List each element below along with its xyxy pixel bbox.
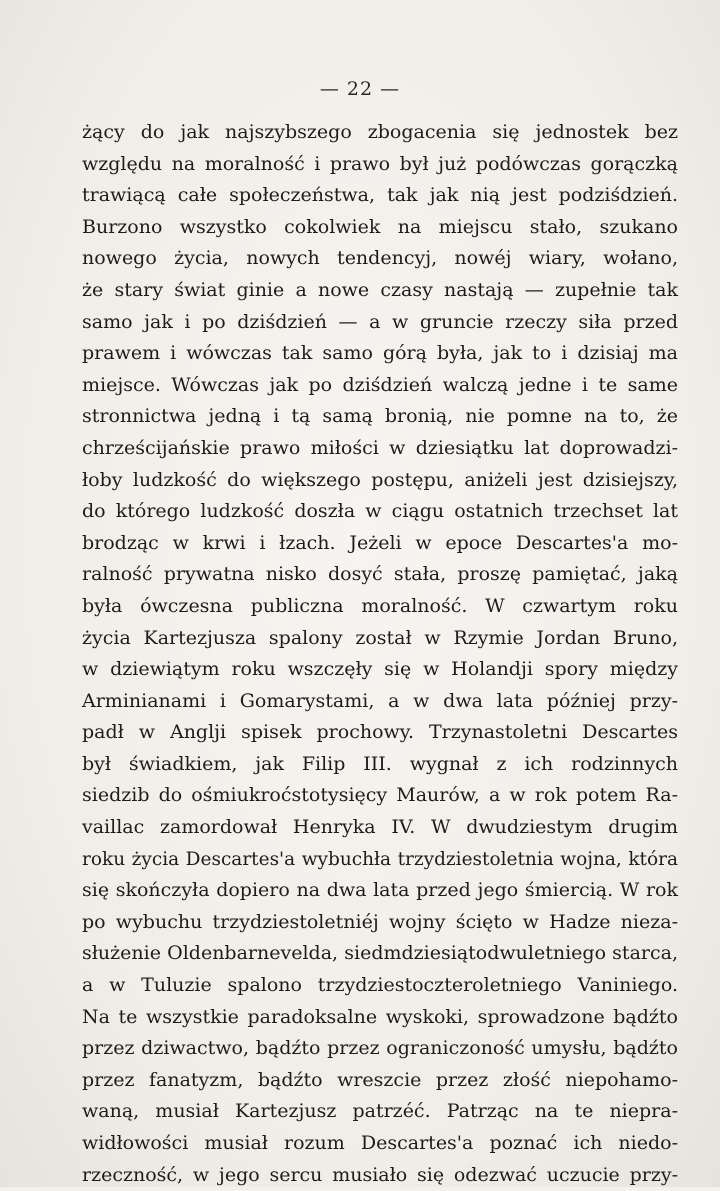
text-line: vaillac zamordował Henryka IV. W dwudziestym drugim: [82, 816, 678, 839]
text-line: nowego życia, nowych tendencyj, nowéj wiary, wołano,: [82, 247, 678, 270]
text-line: przez dziwactwo, bądźto przez ograniczoność umysłu, bądźto: [82, 1037, 678, 1060]
text-line: roku życia Descartes'a wybuchła trzydziestoletnia wojna, która: [82, 848, 678, 870]
text-line: prawem i wówczas tak samo górą była, jak to i dzisiaj ma: [82, 342, 678, 365]
text-line: w dziewiątym roku wszczęły się w Holandji spory między: [82, 658, 678, 681]
text-line: ralność prywatna nisko dosyć stała, proszę pamiętać, jaką: [82, 563, 678, 586]
text-line: widłowości musiał rozum Descartes'a poznać ich niedo-: [82, 1132, 678, 1154]
text-line: padł w Anglji spisek prochowy. Trzynastoletni Descartes: [82, 721, 678, 744]
text-line: rzeczność, w jego sercu musiało się odezwać uczucie przy-: [82, 1163, 678, 1186]
body-text: [82, 117, 678, 1191]
text-line: przez fanatyzm, bądźto wreszcie przez złość niepohamo-: [82, 1068, 678, 1091]
text-line: życia Kartezjusza spalony został w Rzymie Jordan Bruno,: [82, 626, 678, 649]
text-line: waną, musiał Kartezjusz patrzéć. Patrząc na te niepra-: [82, 1100, 678, 1123]
page-number: — 22 —: [319, 78, 401, 100]
text-line: służenie Oldenbarnevelda, siedmdziesiątodwuletniego starca,: [82, 942, 678, 965]
text-line: Burzono wszystko cokolwiek na miejscu stało, szukano: [82, 215, 678, 238]
text-line: chrześcijańskie prawo miłości w dziesiątku lat doprowadzi-: [82, 436, 678, 459]
text-line: łoby ludzkość do większego postępu, aniżeli jest dzisiejszy,: [82, 468, 678, 491]
text-line: brodząc w krwi i łzach. Jeżeli w epoce Descartes'a mo-: [82, 531, 678, 554]
text-line: był świadkiem, jak Filip III. wygnał z ich rodzinnych: [82, 752, 678, 775]
text-line: Arminianami i Gomarystami, a w dwa lata później przy-: [82, 689, 678, 712]
text-line: się skończyła dopiero na dwa lata przed jego śmiercią. W rok: [82, 879, 678, 902]
text-line: żący do jak najszybszego zbogacenia się jednostek bez: [82, 121, 678, 143]
text-line: że stary świat ginie a nowe czasy nastają — zupełnie tak: [82, 278, 678, 301]
text-line: samo jak i po dziśdzień — a w gruncie rzeczy siła przed: [82, 310, 678, 333]
text-line: do którego ludzkość doszła w ciągu ostatnich trzechset lat: [82, 500, 678, 523]
text-line: trawiącą całe społeczeństwa, tak jak nią jest podziśdzień.: [82, 184, 678, 207]
text-line: względu na moralność i prawo był już podówczas gorączką: [82, 152, 678, 175]
text-line: a w Tuluzie spalono trzydziestoczteroletniego Vaniniego.: [82, 974, 678, 997]
text-line: miejsce. Wówczas jak po dziśdzień walczą jedne i te same: [82, 373, 678, 396]
text-line: była ówczesna publiczna moralność. W czwartym roku: [82, 594, 678, 617]
text-line: Na te wszystkie paradoksalne wyskoki, sprowadzone bądźto: [82, 1005, 678, 1028]
text-line: siedzib do ośmiukroćstotysięcy Maurów, a w rok potem Ra-: [82, 784, 678, 807]
text-line: po wybuchu trzydziestoletniéj wojny ścięto w Hadze nieza-: [82, 910, 678, 933]
text-line: stronnictwa jedną i tą samą bronią, nie pomne na to, że: [82, 405, 678, 428]
